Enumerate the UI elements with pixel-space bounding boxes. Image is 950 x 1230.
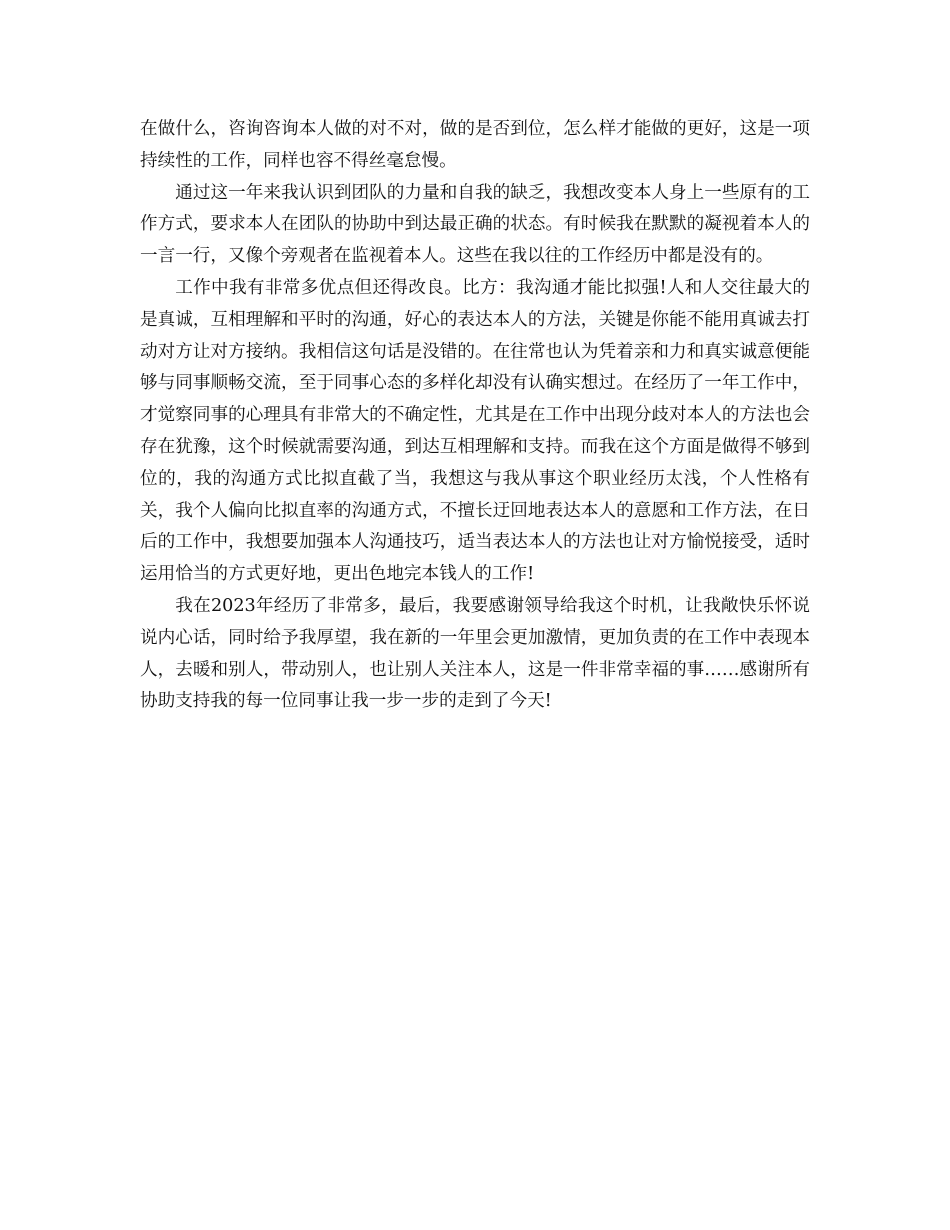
paragraph-team-awareness: 通过这一年来我认识到团队的力量和自我的缺乏，我想改变本人身上一些原有的工作方式，要求本人在团队的协助中到达最正确的状态。有时候我在默默的凝视着本人的一言一行，又像个旁观者在监视着本人。这些在我以往的工作经历中都是没有的。 <box>140 182 810 267</box>
paragraph-communication: 工作中我有非常多优点但还得改良。比方：我沟通才能比拟强!人和人交往最大的是真诚，互相理解和平时的沟通，好心的表达本人的方法，关键是你能不能用真诚去打动对方让对方接纳。我相信这句话是没错的。在往常也认为凭着亲和力和真实诚意便能够与同事顺畅交流，至于同事心态的多样化却没有认确实想过。在经历了一年工作中，才觉察同事的心理具有非常大的不确定性，尤其是在工作中出现分歧对本人的方法也会存在犹豫，这个时候就需要沟通，到达互相理解和支持。而我在这个方面是做得不够到位的，我的沟通方式比拟直截了当，我想这与我从事这个职业经历太浅，个人性格有关，我个人偏向比拟直率的沟通方式，不擅长迂回地表达本人的意愿和工作方法，在日后的工作中，我想要加强本人沟通技巧，适当表达本人的方法也让对方愉悦接受，适时运用恰当的方式更好地，更出色地完本钱人的工作! <box>140 277 810 585</box>
document-body <box>140 114 810 718</box>
paragraph-continued: 在做什么，咨询咨询本人做的对不对，做的是否到位，怎么样才能做的更好，这是一项持续性的工作，同样也容不得丝毫怠慢。 <box>140 119 810 171</box>
paragraph-gratitude: 我在2023年经历了非常多，最后，我要感谢领导给我这个时机，让我敞快乐怀说说内心话，同时给予我厚望，我在新的一年里会更加激情，更加负责的在工作中表现本人，去暖和别人，带动别人，也让别人关注本人，这是一件非常幸福的事……感谢所有协助支持我的每一位同事让我一步一步的走到了今天! <box>140 595 810 712</box>
